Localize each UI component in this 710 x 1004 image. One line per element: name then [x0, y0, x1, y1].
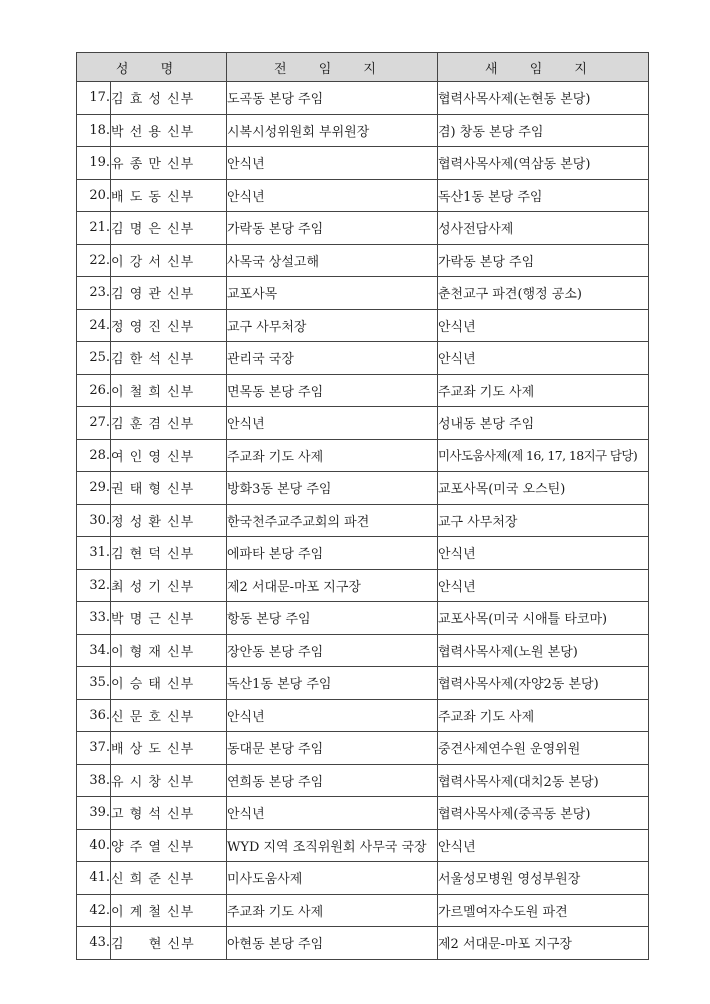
previous-post: 제2 서대문-마포 지구장: [227, 569, 438, 602]
priest-name: 유 시 창 신부: [111, 764, 227, 797]
table-row: [77, 829, 649, 862]
new-post: 주교좌 기도 사제: [438, 699, 649, 732]
row-number: 38.: [77, 764, 111, 797]
new-post: 주교좌 기도 사제: [438, 374, 649, 407]
row-number: 33.: [77, 602, 111, 635]
row-number: 41.: [77, 862, 111, 895]
priest-name: 이 계 철 신부: [111, 894, 227, 927]
header-new-post: 새 임 지: [438, 53, 649, 82]
row-number: 30.: [77, 504, 111, 537]
new-post: 가락동 본당 주임: [438, 244, 649, 277]
row-number: 24.: [77, 309, 111, 342]
previous-post: 안식년: [227, 179, 438, 212]
table-row: [77, 894, 649, 927]
new-post: 독산1동 본당 주임: [438, 179, 649, 212]
priest-name: 이 철 희 신부: [111, 374, 227, 407]
table-row: [77, 407, 649, 440]
new-post: 미사도움사제(제 16, 17, 18지구 담당): [438, 439, 649, 472]
row-number: 36.: [77, 699, 111, 732]
header-name: 성 명: [77, 53, 227, 82]
new-post: 서울성모병원 영성부원장: [438, 862, 649, 895]
priest-name: 고 형 석 신부: [111, 797, 227, 830]
table-row: [77, 472, 649, 505]
row-number: 34.: [77, 634, 111, 667]
new-post: 협력사목사제(역삼동 본당): [438, 147, 649, 180]
table-row: [77, 927, 649, 960]
row-number: 35.: [77, 667, 111, 700]
table-row: [77, 764, 649, 797]
row-number: 37.: [77, 732, 111, 765]
new-post: 겸) 창동 본당 주임: [438, 114, 649, 147]
priest-name: 정 영 진 신부: [111, 309, 227, 342]
previous-post: 면목동 본당 주임: [227, 374, 438, 407]
table-row: [77, 277, 649, 310]
priest-name: 배 상 도 신부: [111, 732, 227, 765]
header-row: [77, 53, 649, 82]
row-number: 21.: [77, 212, 111, 245]
priest-name: 여 인 영 신부: [111, 439, 227, 472]
row-number: 22.: [77, 244, 111, 277]
row-number: 28.: [77, 439, 111, 472]
table-row: [77, 244, 649, 277]
row-number: 18.: [77, 114, 111, 147]
table-row: [77, 342, 649, 375]
priest-name: 김 한 석 신부: [111, 342, 227, 375]
table-row: [77, 862, 649, 895]
priest-name: 배 도 동 신부: [111, 179, 227, 212]
table-row: [77, 699, 649, 732]
priest-name: 김 효 성 신부: [111, 82, 227, 115]
table-row: [77, 179, 649, 212]
row-number: 17.: [77, 82, 111, 115]
priest-name: 유 종 만 신부: [111, 147, 227, 180]
row-number: 29.: [77, 472, 111, 505]
new-post: 안식년: [438, 342, 649, 375]
row-number: 23.: [77, 277, 111, 310]
table-row: [77, 309, 649, 342]
table-row: [77, 569, 649, 602]
priest-name: 최 성 기 신부: [111, 569, 227, 602]
previous-post: 주교좌 기도 사제: [227, 894, 438, 927]
previous-post: 안식년: [227, 797, 438, 830]
previous-post: 사목국 상설고해: [227, 244, 438, 277]
previous-post: 방화3동 본당 주임: [227, 472, 438, 505]
priest-name: 이 강 서 신부: [111, 244, 227, 277]
priest-name: 이 형 재 신부: [111, 634, 227, 667]
previous-post: 교구 사무처장: [227, 309, 438, 342]
new-post: 교구 사무처장: [438, 504, 649, 537]
table-row: [77, 114, 649, 147]
new-post: 협력사목사제(논현동 본당): [438, 82, 649, 115]
previous-post: 가락동 본당 주임: [227, 212, 438, 245]
table-row: [77, 212, 649, 245]
new-post: 협력사목사제(자양2동 본당): [438, 667, 649, 700]
previous-post: 독산1동 본당 주임: [227, 667, 438, 700]
new-post: 교포사목(미국 시애틀 타코마): [438, 602, 649, 635]
priest-name: 김 명 은 신부: [111, 212, 227, 245]
priest-name: 김 현 덕 신부: [111, 537, 227, 570]
priest-name: 정 성 환 신부: [111, 504, 227, 537]
priest-name: 김 영 관 신부: [111, 277, 227, 310]
priest-name: 양 주 열 신부: [111, 829, 227, 862]
previous-post: 안식년: [227, 699, 438, 732]
table-row: [77, 147, 649, 180]
priest-name: 김 현 신부: [111, 927, 227, 960]
row-number: 31.: [77, 537, 111, 570]
previous-post: 에파타 본당 주임: [227, 537, 438, 570]
priest-name: 박 명 근 신부: [111, 602, 227, 635]
new-post: 안식년: [438, 569, 649, 602]
priest-name: 이 승 태 신부: [111, 667, 227, 700]
appointment-table: [76, 52, 649, 960]
row-number: 25.: [77, 342, 111, 375]
priest-name: 신 희 준 신부: [111, 862, 227, 895]
table-row: [77, 82, 649, 115]
previous-post: 연희동 본당 주임: [227, 764, 438, 797]
table-row: [77, 602, 649, 635]
row-number: 26.: [77, 374, 111, 407]
new-post: 안식년: [438, 829, 649, 862]
row-number: 40.: [77, 829, 111, 862]
previous-post: 한국천주교주교회의 파견: [227, 504, 438, 537]
previous-post: 시복시성위원회 부위원장: [227, 114, 438, 147]
previous-post: 장안동 본당 주임: [227, 634, 438, 667]
row-number: 32.: [77, 569, 111, 602]
row-number: 42.: [77, 894, 111, 927]
previous-post: 미사도움사제: [227, 862, 438, 895]
table-row: [77, 732, 649, 765]
table-row: [77, 797, 649, 830]
table-row: [77, 634, 649, 667]
priest-name: 신 문 호 신부: [111, 699, 227, 732]
previous-post: 동대문 본당 주임: [227, 732, 438, 765]
row-number: 27.: [77, 407, 111, 440]
previous-post: 아현동 본당 주임: [227, 927, 438, 960]
new-post: 협력사목사제(중곡동 본당): [438, 797, 649, 830]
table-row: [77, 667, 649, 700]
new-post: 가르멜여자수도원 파견: [438, 894, 649, 927]
new-post: 성사전담사제: [438, 212, 649, 245]
priest-name: 권 태 형 신부: [111, 472, 227, 505]
previous-post: 안식년: [227, 407, 438, 440]
header-previous-post: 전 임 지: [227, 53, 438, 82]
previous-post: 주교좌 기도 사제: [227, 439, 438, 472]
previous-post: WYD 지역 조직위원회 사무국 국장: [227, 829, 438, 862]
table-row: [77, 374, 649, 407]
new-post: 성내동 본당 주임: [438, 407, 649, 440]
table-row: [77, 537, 649, 570]
priest-name: 김 훈 겸 신부: [111, 407, 227, 440]
new-post: 중견사제연수원 운영위원: [438, 732, 649, 765]
previous-post: 안식년: [227, 147, 438, 180]
previous-post: 도곡동 본당 주임: [227, 82, 438, 115]
new-post: 안식년: [438, 309, 649, 342]
table-row: [77, 439, 649, 472]
previous-post: 교포사목: [227, 277, 438, 310]
table-row: [77, 504, 649, 537]
row-number: 19.: [77, 147, 111, 180]
new-post: 교포사목(미국 오스틴): [438, 472, 649, 505]
new-post: 협력사목사제(대치2동 본당): [438, 764, 649, 797]
new-post: 협력사목사제(노원 본당): [438, 634, 649, 667]
new-post: 춘천교구 파견(행정 공소): [438, 277, 649, 310]
row-number: 20.: [77, 179, 111, 212]
new-post: 제2 서대문-마포 지구장: [438, 927, 649, 960]
row-number: 39.: [77, 797, 111, 830]
previous-post: 관리국 국장: [227, 342, 438, 375]
previous-post: 항동 본당 주임: [227, 602, 438, 635]
new-post: 안식년: [438, 537, 649, 570]
row-number: 43.: [77, 927, 111, 960]
priest-name: 박 선 용 신부: [111, 114, 227, 147]
